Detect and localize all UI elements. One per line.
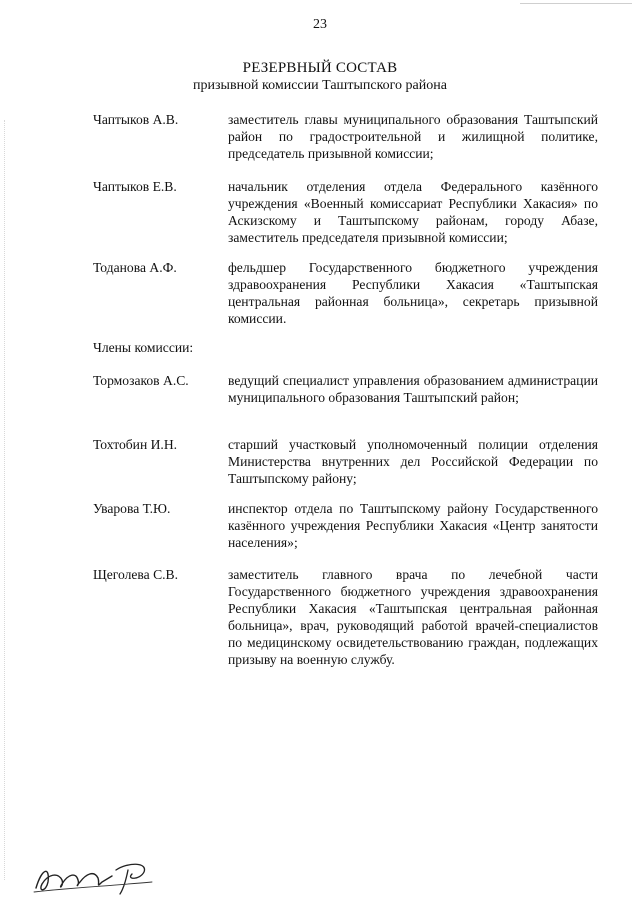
person-role: инспектор отдела по Таштыпскому району Государственного казённого учреждения Республики Хакасия «Центр занятости населения»; xyxy=(228,501,598,550)
top-edge-rule xyxy=(520,3,632,4)
handwritten-signature xyxy=(28,858,168,898)
scan-margin-artifact xyxy=(4,120,9,880)
person-role: заместитель главы муниципального образования Таштыпский район по градостроительной и жилищной политике, председатель призывной комиссии; xyxy=(228,112,598,161)
person-name: Тохтобин И.Н. xyxy=(93,437,178,452)
person-name: Чаптыков А.В. xyxy=(93,112,179,127)
person-name: Уварова Т.Ю. xyxy=(93,501,171,516)
person-role: ведущий специалист управления образованием администрации муниципального образования Таштыпский район; xyxy=(228,373,598,405)
person-name: Чаптыков Е.В. xyxy=(93,179,177,194)
person-role: фельдшер Государственного бюджетного учреждения здравоохранения Республики Хакасия «Таштыпская центральная районная больница», секретарь призывной комиссии. xyxy=(228,260,598,326)
person-role: начальник отделения отдела Федерального казённого учреждения «Военный комиссариат Республики Хакасия» по Аскизскому и Таштыпскому районам, городу Абазе, заместитель председателя призывной комиссии; xyxy=(228,179,598,245)
members-heading: Члены комиссии: xyxy=(93,340,194,355)
person-name: Тоданова А.Ф. xyxy=(93,260,177,275)
person-name: Щеголева С.В. xyxy=(93,567,179,582)
person-role: заместитель главного врача по лечебной части Государственного бюджетного учреждения здравоохранения Республики Хакасия «Таштыпская центральная районная больница», врач, руководящий работой врачей-специалистов по медицинскому освидетельствованию граждан, подлежащих призыву на военную службу. xyxy=(228,567,598,667)
document-title: РЕЗЕРВНЫЙ СОСТАВ xyxy=(242,60,398,76)
person-name: Тормозаков А.С. xyxy=(93,373,189,388)
page-number: 23 xyxy=(313,17,327,32)
person-role: старший участковый уполномоченный полиции отделения Министерства внутренних дел Российской Федерации по Таштыпскому району; xyxy=(228,437,598,486)
document-subtitle: призывной комиссии Таштыпского района xyxy=(193,78,447,93)
